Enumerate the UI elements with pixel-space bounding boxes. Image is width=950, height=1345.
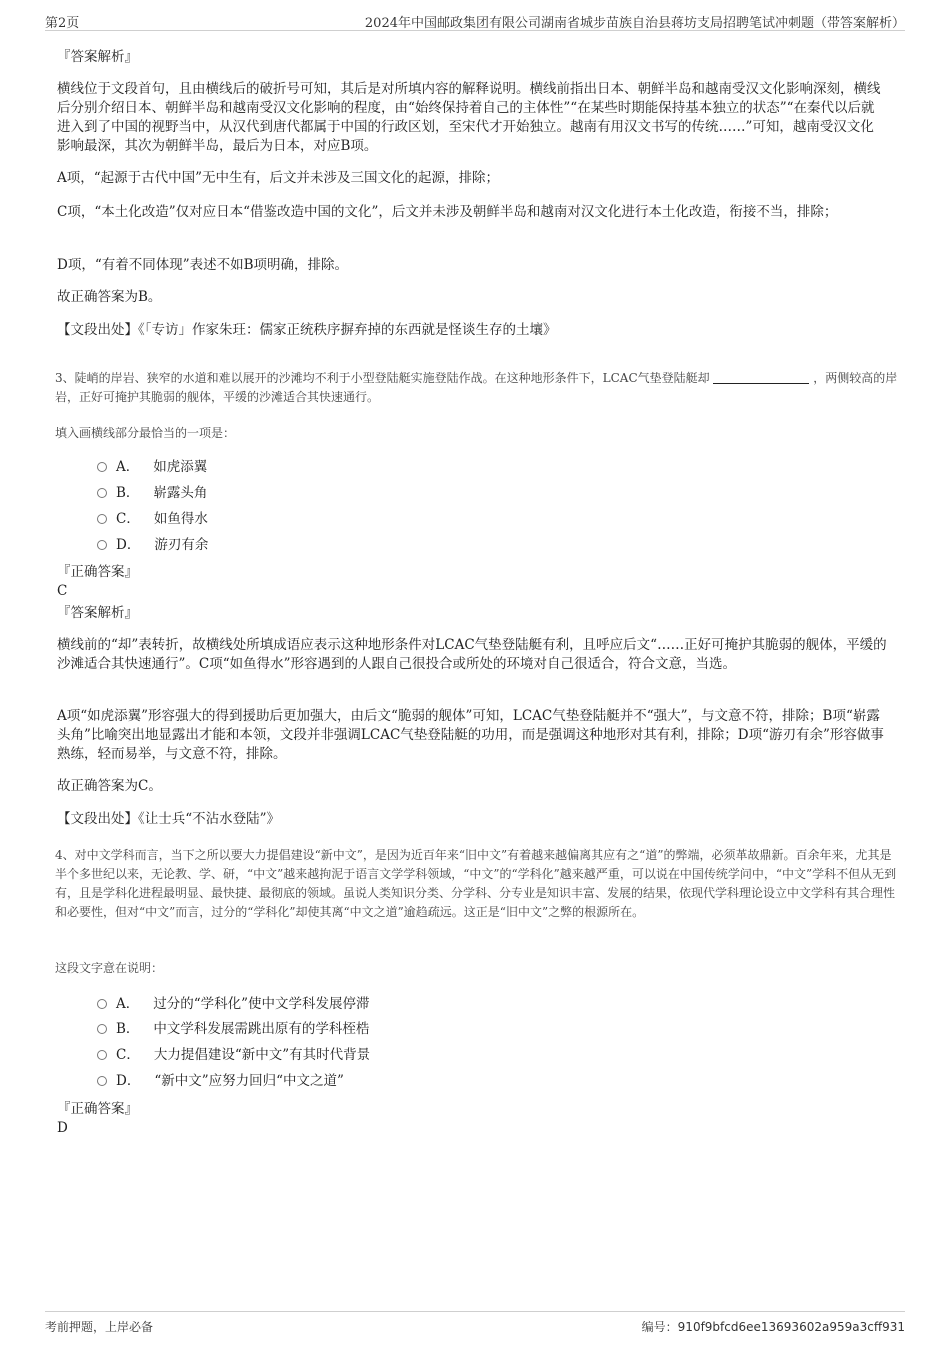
q3-option-c[interactable]: [97, 509, 208, 529]
document-title: 2024年中国邮政集团有限公司湖南省城步苗族自治县蒋坊支局招聘笔试冲刺题（带答案解析）: [364, 16, 905, 31]
q3-option-d[interactable]: [97, 535, 208, 555]
q4-option-c[interactable]: [97, 1045, 370, 1065]
radio-icon[interactable]: [97, 540, 107, 550]
radio-icon[interactable]: [97, 1050, 107, 1060]
option-text: 崭露头角: [153, 485, 208, 501]
footer-slogan: 考前押题，上岸必备: [45, 1320, 154, 1334]
q3-analysis-label: 『答案解析』: [57, 605, 138, 621]
option-text: 如虎添翼: [153, 459, 208, 475]
q3-analysis-paragraph: 横线前的“却”表转折，故横线处所填成语应表示这种地形条件对LCAC气垫登陆艇有利，且呼应后文“……正好可掩护其脆弱的舰体，平缓的沙滩适合其快速通行”。C项“如鱼得水”形容遇到的人跟自己很投合或所处的环境对自己很适合，符合文意，当选。: [57, 637, 887, 672]
option-letter: A．: [116, 996, 140, 1012]
q2-analysis-label: 『答案解析』: [57, 49, 138, 65]
radio-icon[interactable]: [97, 462, 107, 472]
radio-icon[interactable]: [97, 1076, 107, 1086]
option-text: 游刃有余: [154, 537, 209, 553]
q3-option-b[interactable]: [97, 483, 207, 503]
q2-analysis-option-c: C项，“本土化改造”仅对应日本“借鉴改造中国的文化”，后文并未涉及朝鲜半岛和越南对汉文化进行本土化改造，衔接不当，排除；: [57, 204, 838, 220]
q3-answer-label: 『正确答案』: [57, 564, 138, 580]
q2-analysis-option-a: A项，“起源于古代中国”无中生有，后文并未涉及三国文化的起源，排除；: [57, 170, 500, 186]
q4-answer: D: [57, 1120, 68, 1136]
q2-analysis-paragraph: 横线位于文段首句，且由横线后的破折号可知，其后是对所填内容的解释说明。横线前指出日本、朝鲜半岛和越南受汉文化影响深刻，横线后分别介绍日本、朝鲜半岛和越南受汉文化影响的程度，由“始终保持着自己的主体性”“在某些时期能保持基本独立的状态”“在秦代以后就进入到了中国的视野当中，从汉代到唐代都属于中国的行政区划，至宋代才开始独立。越南有用汉文书写的传统……”可知，越南受汉文化影响最深，其次为朝鲜半岛，最后为日本，对应B项。: [57, 81, 881, 154]
q3-stem: [55, 369, 900, 407]
q3-analysis-options: A项“如虎添翼”形容强大的得到援助后更加强大，由后文“脆弱的舰体”可知，LCAC气垫登陆艇并不“强大”，与文意不符，排除；B项“崭露头角”比喻突出地显露出才能和本领，文段并非强调LCAC气垫登陆艇的功用，而是强调这种地形对其有利，排除；D项“游刃有余”形容做事熟练，轻而易举，与文意不符，排除。: [57, 708, 884, 762]
radio-icon[interactable]: [97, 488, 107, 498]
option-letter: D．: [116, 1073, 141, 1089]
page-footer: [45, 1311, 905, 1338]
radio-icon[interactable]: [97, 514, 107, 524]
q3-answer-blank: [713, 371, 809, 384]
option-letter: D．: [116, 537, 141, 553]
option-letter: A．: [116, 459, 140, 475]
q4-stem: 4、对中文学科而言，当下之所以要大力提倡建设“新中文”，是因为近百年来“旧中文”有着越来越偏离其应有之“道”的弊端，必须革故鼎新。百余年来，尤其是半个多世纪以来，无论教、学、研，“中文”越来越拘泥于语言文学学科领域，“中文”的“学科化”越来越严重，可以说在中国传统学问中，“中文”学科不但从无到有，且是学科化进程最明显、最快捷、最彻底的领域。虽说人类知识分类、分学科、分专业是知识丰富、发展的结果，依现代学科理论设立中文学科有其合理性和必要性，但对“中文”而言，过分的“学科化”却使其离“中文之道”逾趋疏远。这正是“旧中文”之弊的根源所在。: [55, 848, 897, 919]
q3-option-a[interactable]: [97, 457, 207, 477]
page-number: 第2页: [45, 16, 80, 31]
q2-source: 【文段出处】《「专访」作家朱玨：儒家正统秩序摒弃掉的东西就是怪谈生存的土壤》: [57, 322, 557, 338]
q4-option-b[interactable]: [97, 1019, 369, 1039]
option-text: 如鱼得水: [153, 511, 208, 527]
option-letter: B．: [116, 485, 140, 501]
q3-answer: C: [57, 583, 68, 599]
option-letter: B．: [116, 1021, 140, 1037]
radio-icon[interactable]: [97, 1024, 107, 1034]
q2-conclusion: 故正确答案为B。: [57, 289, 162, 305]
radio-icon[interactable]: [97, 999, 107, 1009]
page-header: [45, 8, 905, 31]
q2-analysis-option-d: D项，“有着不同体现”表述不如B项明确，排除。: [57, 257, 349, 273]
option-letter: C．: [116, 1047, 140, 1063]
q3-conclusion: 故正确答案为C。: [57, 778, 162, 794]
q3-source: 【文段出处】《让士兵“不沾水登陆”》: [57, 811, 281, 827]
q4-prompt: 这段文字意在说明：: [55, 961, 164, 975]
option-letter: C．: [116, 511, 140, 527]
option-text: “新中文”应努力回归“中文之道”: [154, 1073, 344, 1089]
q4-answer-label: 『正确答案』: [57, 1101, 138, 1117]
q3-prompt: 填入画横线部分最恰当的一项是：: [55, 426, 236, 440]
q4-option-d[interactable]: [97, 1071, 344, 1091]
q3-stem-part1: 3、陡峭的岸岩、狭窄的水道和难以展开的沙滩均不利于小型登陆艇实施登陆作战。在这种地形条件下，LCAC气垫登陆艇却: [55, 371, 710, 385]
option-text: 中文学科发展需跳出原有的学科桎梏: [153, 1021, 370, 1037]
option-text: 大力提倡建设“新中文”有其时代背景: [153, 1047, 371, 1063]
option-text: 过分的“学科化”使中文学科发展停滞: [153, 996, 370, 1012]
document-serial: 编号：910f9bfcd6ee13693602a959a3cff931: [641, 1320, 905, 1334]
q4-option-a[interactable]: [97, 994, 370, 1014]
q3-stem-part2: ，两侧较高的岸岩，正好可掩护其脆弱的舰体，平缓的沙滩适合其快速通行。: [55, 371, 898, 404]
